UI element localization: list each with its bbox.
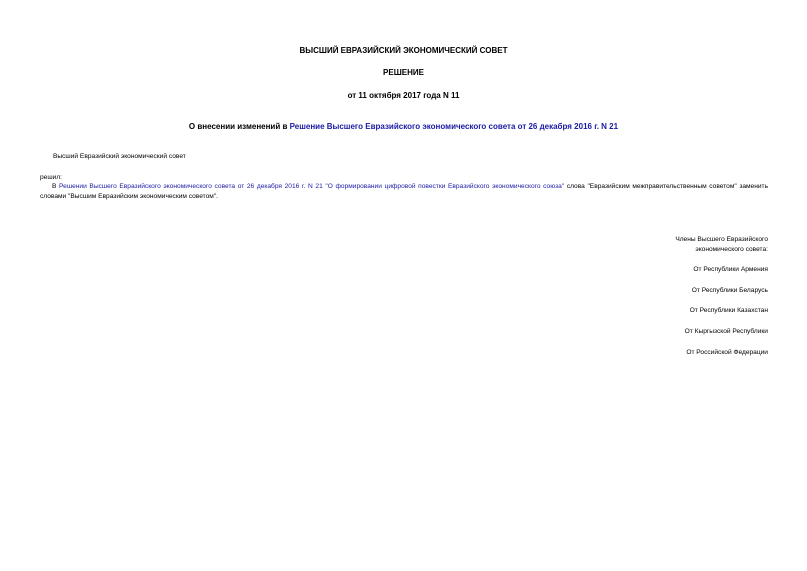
council-heading: ВЫСШИЙ ЕВРАЗИЙСКИЙ ЭКОНОМИЧЕСКИЙ СОВЕТ bbox=[299, 46, 508, 55]
signature-kyrgyzstan: От Кыргызской Республики bbox=[684, 328, 768, 335]
paragraph-prefix: В bbox=[52, 183, 60, 190]
members-heading-line2: экономического совета: bbox=[695, 245, 768, 253]
paragraph-decision-link[interactable]: Решении Высшего Евразийского экономического совета от 26 декабря 2016 г. N 21 "О формировании цифровой повестки Евразийского экономического союза" bbox=[59, 183, 565, 190]
title-prefix: О внесении изменений в bbox=[188, 122, 290, 131]
signature-kazakhstan: От Республики Казахстан bbox=[689, 307, 768, 314]
council-name-text: Высший Евразийский экономический совет bbox=[53, 153, 186, 160]
members-heading-line1: Члены Высшего Евразийского bbox=[675, 236, 768, 243]
decision-paragraph bbox=[40, 182, 768, 202]
document-type-heading: РЕШЕНИЕ bbox=[383, 68, 424, 77]
paragraph-suffix: слова "Евразийским межправительственным советом" заменить словами "Высшим Евразийским экономическим советом". bbox=[40, 183, 769, 200]
decided-text: решил: bbox=[40, 174, 62, 181]
signature-armenia: От Республики Армения bbox=[693, 266, 768, 273]
title-decision-link[interactable]: Решение Высшего Евразийского экономического совета от 26 декабря 2016 г. N 21 bbox=[289, 122, 619, 131]
signature-russia: От Российской Федерации bbox=[686, 349, 768, 356]
members-heading bbox=[675, 235, 768, 254]
signature-belarus: От Республики Беларусь bbox=[691, 287, 768, 294]
document-title bbox=[0, 122, 807, 132]
date-number-heading: от 11 октября 2017 года N 11 bbox=[347, 91, 460, 100]
